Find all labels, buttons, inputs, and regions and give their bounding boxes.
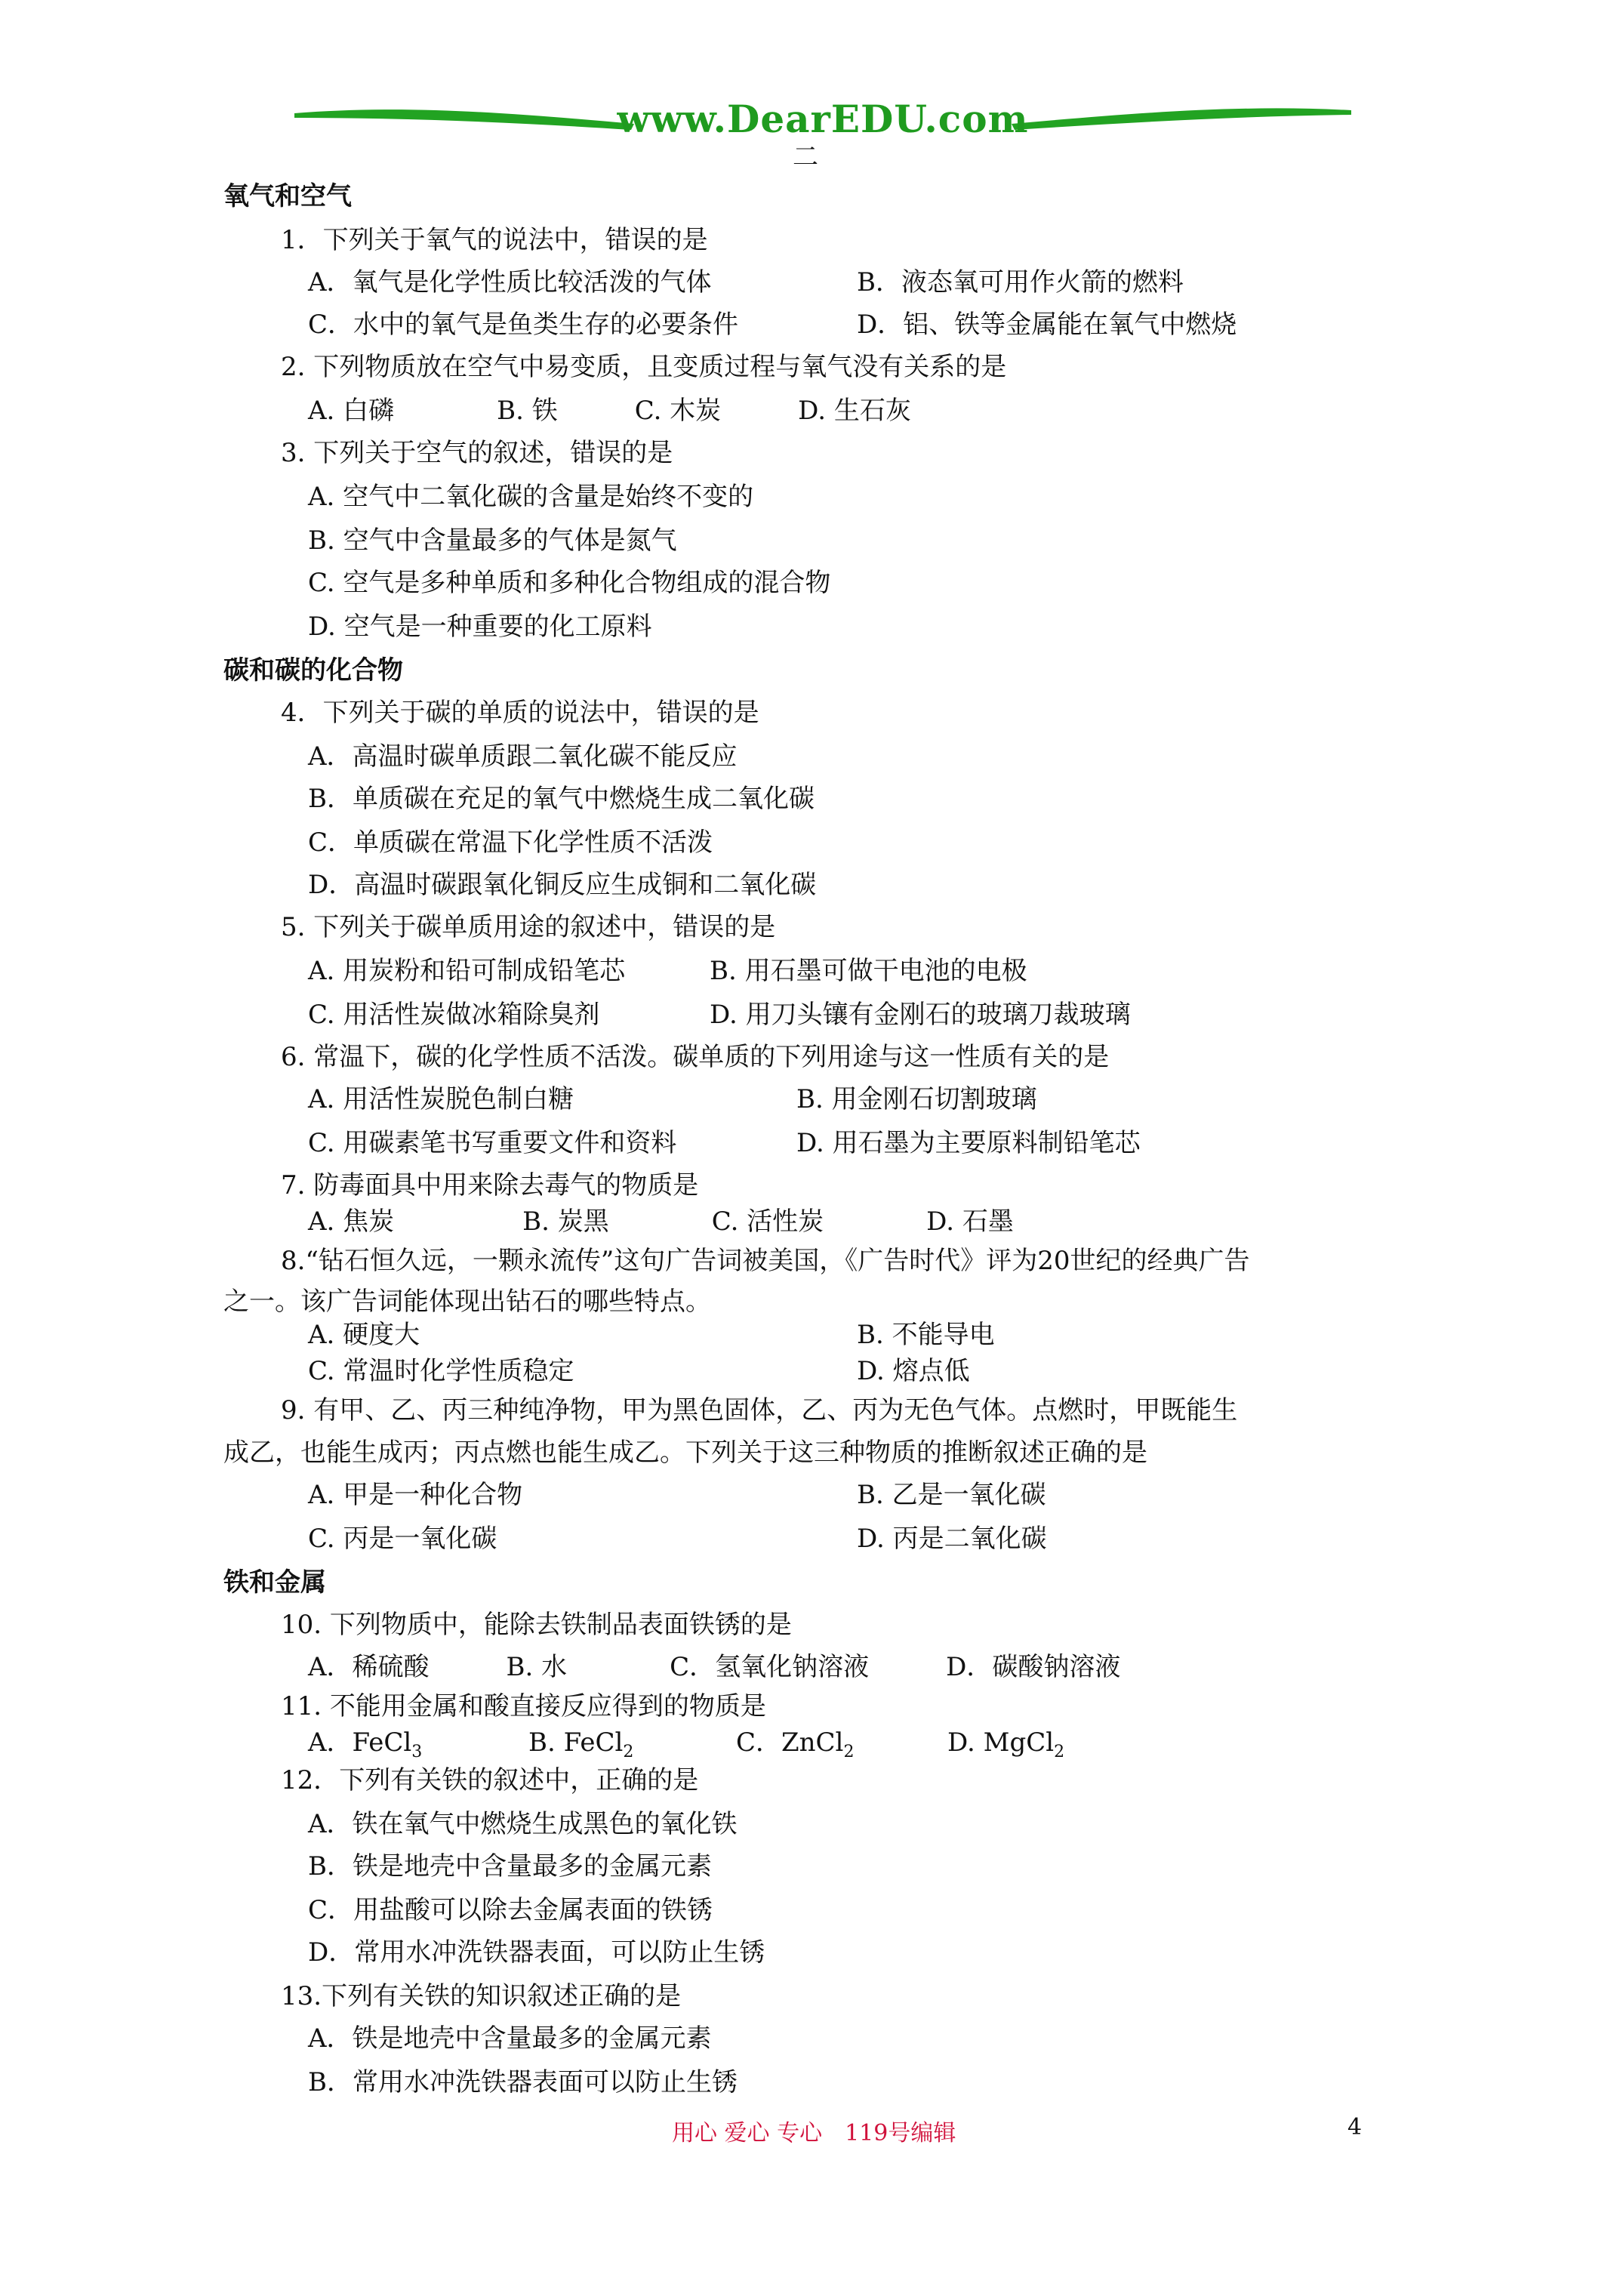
page-number: 4 [1347,2114,1363,2140]
question-11-option-c: C．ZnCl$_2$ [736,1727,855,1761]
site-logo-text: www.DearEDU.com [617,97,1029,141]
section-title-iron: 铁和金属 [223,1567,326,1598]
question-12-option-c: C．用盐酸可以除去金属表面的铁锈 [308,1895,713,1925]
question-6-stem: 6. 常温下，碳的化学性质不活泼。碳单质的下列用途与这一性质有关的是 [281,1042,1110,1072]
question-12-option-d: D．常用水冲洗铁器表面，可以防止生锈 [308,1937,765,1968]
question-3-stem: 3. 下列关于空气的叙述，错误的是 [281,438,673,468]
question-6-option-b: B. 用金刚石切割玻璃 [796,1084,1037,1114]
question-9-option-b: B. 乙是一氧化碳 [857,1480,1046,1510]
question-1-stem: 1．下列关于氧气的说法中，错误的是 [281,225,708,255]
question-3-option-a: A. 空气中二氧化碳的含量是始终不变的 [308,482,754,512]
question-13-stem: 13.下列有关铁的知识叙述正确的是 [281,1981,682,2011]
question-8-stem-line2: 之一。该广告词能体现出钻石的哪些特点。 [223,1287,711,1317]
question-9-option-c: C. 丙是一氧化碳 [308,1524,497,1554]
question-3-option-d: D. 空气是一种重要的化工原料 [308,612,652,642]
question-8-option-c: C. 常温时化学性质稳定 [308,1356,574,1386]
question-1-option-b: B．液态氧可用作火箭的燃料 [857,267,1184,297]
question-1-option-d: D．铝、铁等金属能在氧气中燃烧 [857,310,1237,340]
question-4-option-a: A．高温时碳单质跟二氧化碳不能反应 [308,741,738,772]
question-11-option-a: A．FeCl$_3$ [308,1727,423,1761]
footer-editor-note: 用心 爱心 专心 119号编辑 [672,2120,956,2147]
question-6-option-d: D. 用石墨为主要原料制铅笔芯 [796,1128,1141,1158]
question-4-option-b: B．单质碳在充足的氧气中燃烧生成二氧化碳 [308,784,815,814]
part-mark: 二 [793,142,818,172]
question-9-stem-line2: 成乙，也能生成丙；丙点燃也能生成乙。下列关于这三种物质的推断叙述正确的是 [223,1438,1147,1468]
question-8-option-b: B. 不能导电 [857,1320,995,1350]
question-9-stem-line1: 9. 有甲、乙、丙三种纯净物，甲为黑色固体，乙、丙为无色气体。点燃时，甲既能生 [281,1395,1238,1425]
section-title-carbon: 碳和碳的化合物 [223,655,403,686]
question-5-option-c: C. 用活性炭做冰箱除臭剂 [308,1000,600,1030]
question-1-option-a: A．氧气是化学性质比较活泼的气体 [308,267,712,297]
question-5-option-b: B. 用石墨可做干电池的电极 [710,956,1027,986]
question-10-options: A．稀硫酸 B. 水 C．氢氧化钠溶液 D．碳酸钠溶液 [308,1652,1121,1682]
question-7-stem: 7. 防毒面具中用来除去毒气的物质是 [281,1170,699,1200]
question-11-option-d: D. MgCl$_2$ [947,1727,1065,1761]
question-1-option-c: C．水中的氧气是鱼类生存的必要条件 [308,310,739,340]
question-5-stem: 5. 下列关于碳单质用途的叙述中，错误的是 [281,912,776,942]
question-8-option-d: D. 熔点低 [857,1356,970,1386]
question-2-options: A. 白磷 B. 铁 C. 木炭 D. 生石灰 [308,396,911,426]
question-2-stem: 2. 下列物质放在空气中易变质，且变质过程与氧气没有关系的是 [281,352,1007,382]
question-9-option-a: A. 甲是一种化合物 [308,1480,523,1510]
question-4-stem: 4．下列关于碳的单质的说法中，错误的是 [281,698,759,728]
question-4-option-c: C．单质碳在常温下化学性质不活泼 [308,827,713,858]
question-3-option-b: B. 空气中含量最多的气体是氮气 [308,525,677,556]
question-5-option-a: A. 用炭粉和铅可制成铅笔芯 [308,956,626,986]
question-12-stem: 12．下列有关铁的叙述中，正确的是 [281,1765,699,1795]
question-10-stem: 10. 下列物质中，能除去铁制品表面铁锈的是 [281,1610,792,1640]
question-8-stem-line1: 8.“钻石恒久远，一颗永流传”这句广告词被美国，《广告时代》评为20世纪的经典广告 [281,1246,1250,1276]
question-6-option-a: A. 用活性炭脱色制白糖 [308,1084,574,1114]
question-11-option-b: B. FeCl$_2$ [528,1727,634,1761]
question-8-option-a: A. 硬度大 [308,1320,420,1350]
question-13-option-a: A．铁是地壳中含量最多的金属元素 [308,2023,712,2054]
question-6-option-c: C. 用碳素笔书写重要文件和资料 [308,1128,677,1158]
section-title-oxygen: 氧气和空气 [223,181,352,211]
question-3-option-c: C. 空气是多种单质和多种化合物组成的混合物 [308,568,831,598]
question-5-option-d: D. 用刀头镶有金刚石的玻璃刀裁玻璃 [710,1000,1131,1030]
question-12-option-a: A．铁在氧气中燃烧生成黑色的氧化铁 [308,1809,738,1839]
question-12-option-b: B．铁是地壳中含量最多的金属元素 [308,1851,712,1881]
question-9-option-d: D. 丙是二氧化碳 [857,1524,1047,1554]
question-13-option-b: B．常用水冲洗铁器表面可以防止生锈 [308,2067,738,2097]
question-11-stem: 11. 不能用金属和酸直接反应得到的物质是 [281,1691,766,1721]
question-4-option-d: D．高温时碳跟氧化铜反应生成铜和二氧化碳 [308,870,817,900]
question-7-options: A. 焦炭 B. 炭黑 C. 活性炭 D. 石墨 [308,1207,1014,1237]
site-header [287,91,1359,151]
